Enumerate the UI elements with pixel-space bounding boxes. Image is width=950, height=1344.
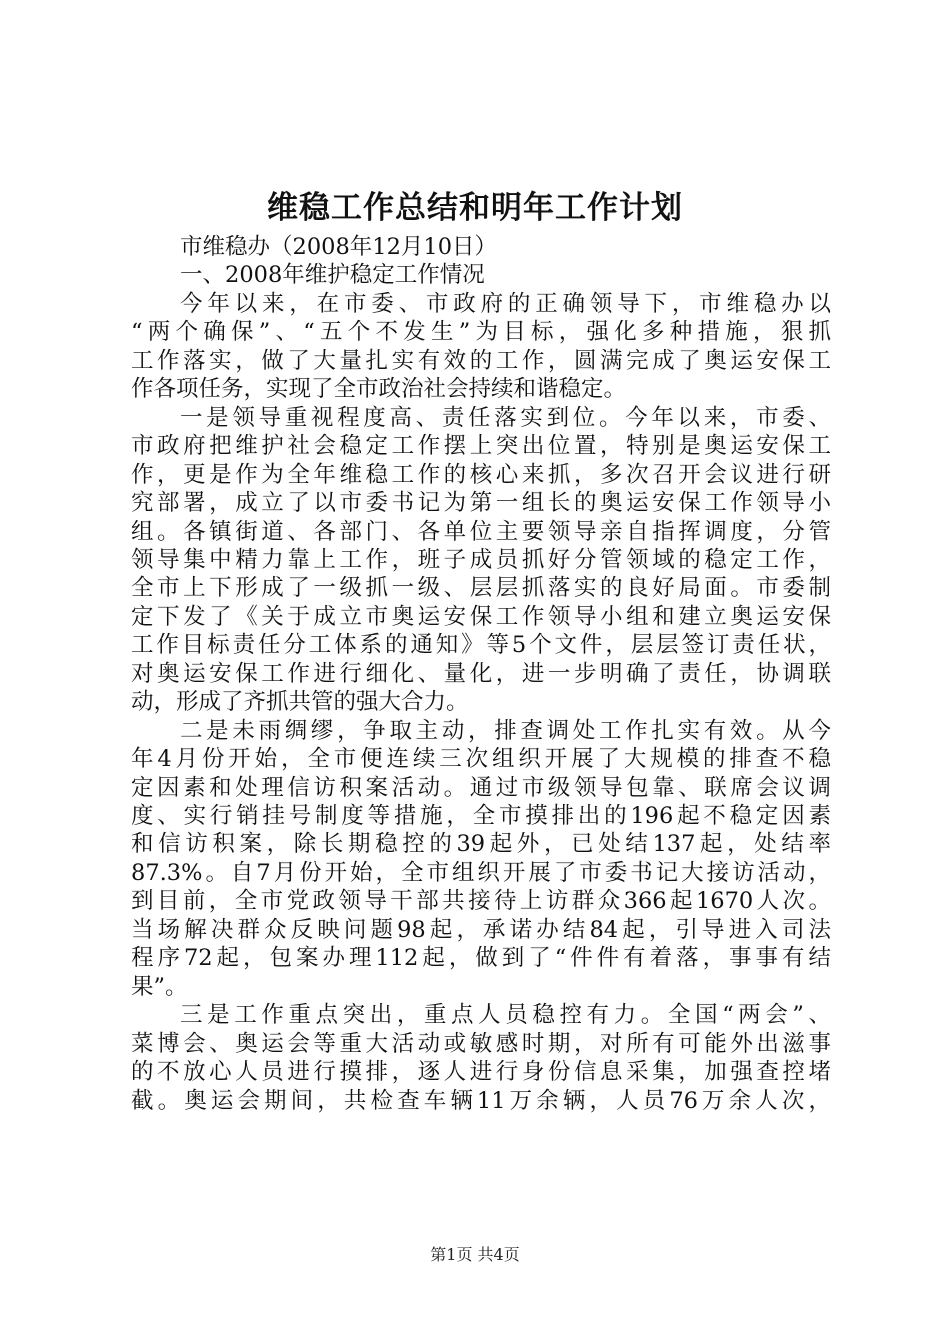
- paragraph-line: 作各项任务，实现了全市政治社会持续和谐稳定。: [131, 376, 627, 403]
- paragraph-line: 领导集中精力靠上工作，班子成员抓好分管领域的稳定工作，: [131, 546, 831, 573]
- paragraph-line: 定下发了《关于成立市奥运安保工作领导小组和建立奥运安保: [131, 603, 831, 630]
- page-footer: 第1页 共4页: [430, 1245, 520, 1264]
- paragraph-line: 工作目标责任分工体系的通知》等5个文件，层层签订责任状，: [131, 632, 831, 659]
- paragraph-line: 度、实行销挂号制度等措施，全市摸排出的196起不稳定因素: [131, 803, 831, 829]
- paragraph-line: 当场解决群众反映问题98起，承诺办结84起，引导进入司法: [131, 916, 831, 943]
- paragraph-line: 截。奥运会期间，共检查车辆11万余辆，人员76万余人次，: [131, 1087, 831, 1114]
- paragraph-line: 定因素和处理信访积案活动。通过市级领导包靠、联席会议调: [131, 774, 831, 801]
- paragraph-line: 全市上下形成了一级抓一级、层层抓落实的良好局面。市委制: [131, 575, 831, 602]
- document-title: 维稳工作总结和明年工作计划: [267, 190, 683, 226]
- paragraph-line: 菜博会、奥运会等重大活动或敏感时期，对所有可能外出滋事: [131, 1030, 831, 1057]
- paragraph-line: 动，形成了齐抓共管的强大合力。: [131, 689, 469, 716]
- paragraph-line: 年4月份开始，全市便连续三次组织开展了大规模的排查不稳: [131, 746, 831, 773]
- paragraph-line: 工作落实，做了大量扎实有效的工作，圆满完成了奥运安保工: [131, 347, 831, 374]
- paragraph-line: 程序72起，包案办理112起，做到了“件件有着落，事事有结: [131, 945, 831, 972]
- paragraph-line: 组。各镇街道、各部门、各单位主要领导亲自指挥调度，分管: [131, 518, 831, 545]
- paragraph-line: 87.3%。自7月份开始，全市组织开展了市委书记大接访活动，: [131, 859, 831, 886]
- paragraph-line: 到目前，全市党政领导干部共接待上访群众366起1670人次。: [131, 888, 831, 915]
- paragraph-line: 的不放心人员进行摸排，逐人进行身份信息采集，加强查控堵: [131, 1059, 831, 1086]
- paragraph-line: 果”。: [131, 973, 188, 1000]
- paragraph-line: 作，更是作为全年维稳工作的核心来抓，多次召开会议进行研: [131, 461, 831, 488]
- paragraph-line: 究部署，成立了以市委书记为第一组长的奥运安保工作领导小: [131, 490, 831, 517]
- paragraph-line: 今年以来，在市委、市政府的正确领导下，市维稳办以: [180, 290, 831, 317]
- paragraph-line: “两个确保”、“五个不发生”为目标，强化多种措施，狠抓: [131, 319, 831, 346]
- paragraph-line: 一是领导重视程度高、责任落实到位。今年以来，市委、: [180, 404, 831, 431]
- document-heading-line: 市维稳办（2008年12月10日）: [180, 234, 498, 260]
- paragraph-line: 和信访积案，除长期稳控的39起外，已处结137起，处结率: [131, 831, 831, 858]
- paragraph-line: 二是未雨绸缪，争取主动，排查调处工作扎实有效。从今: [180, 717, 831, 744]
- document-heading-line: 一、2008年维护稳定工作情况: [180, 262, 485, 289]
- paragraph-line: 三是工作重点突出，重点人员稳控有力。全国“两会”、: [180, 1002, 831, 1029]
- paragraph-line: 市政府把维护社会稳定工作摆上突出位置，特别是奥运安保工: [131, 433, 831, 460]
- paragraph-line: 对奥运安保工作进行细化、量化，进一步明确了责任，协调联: [131, 660, 831, 687]
